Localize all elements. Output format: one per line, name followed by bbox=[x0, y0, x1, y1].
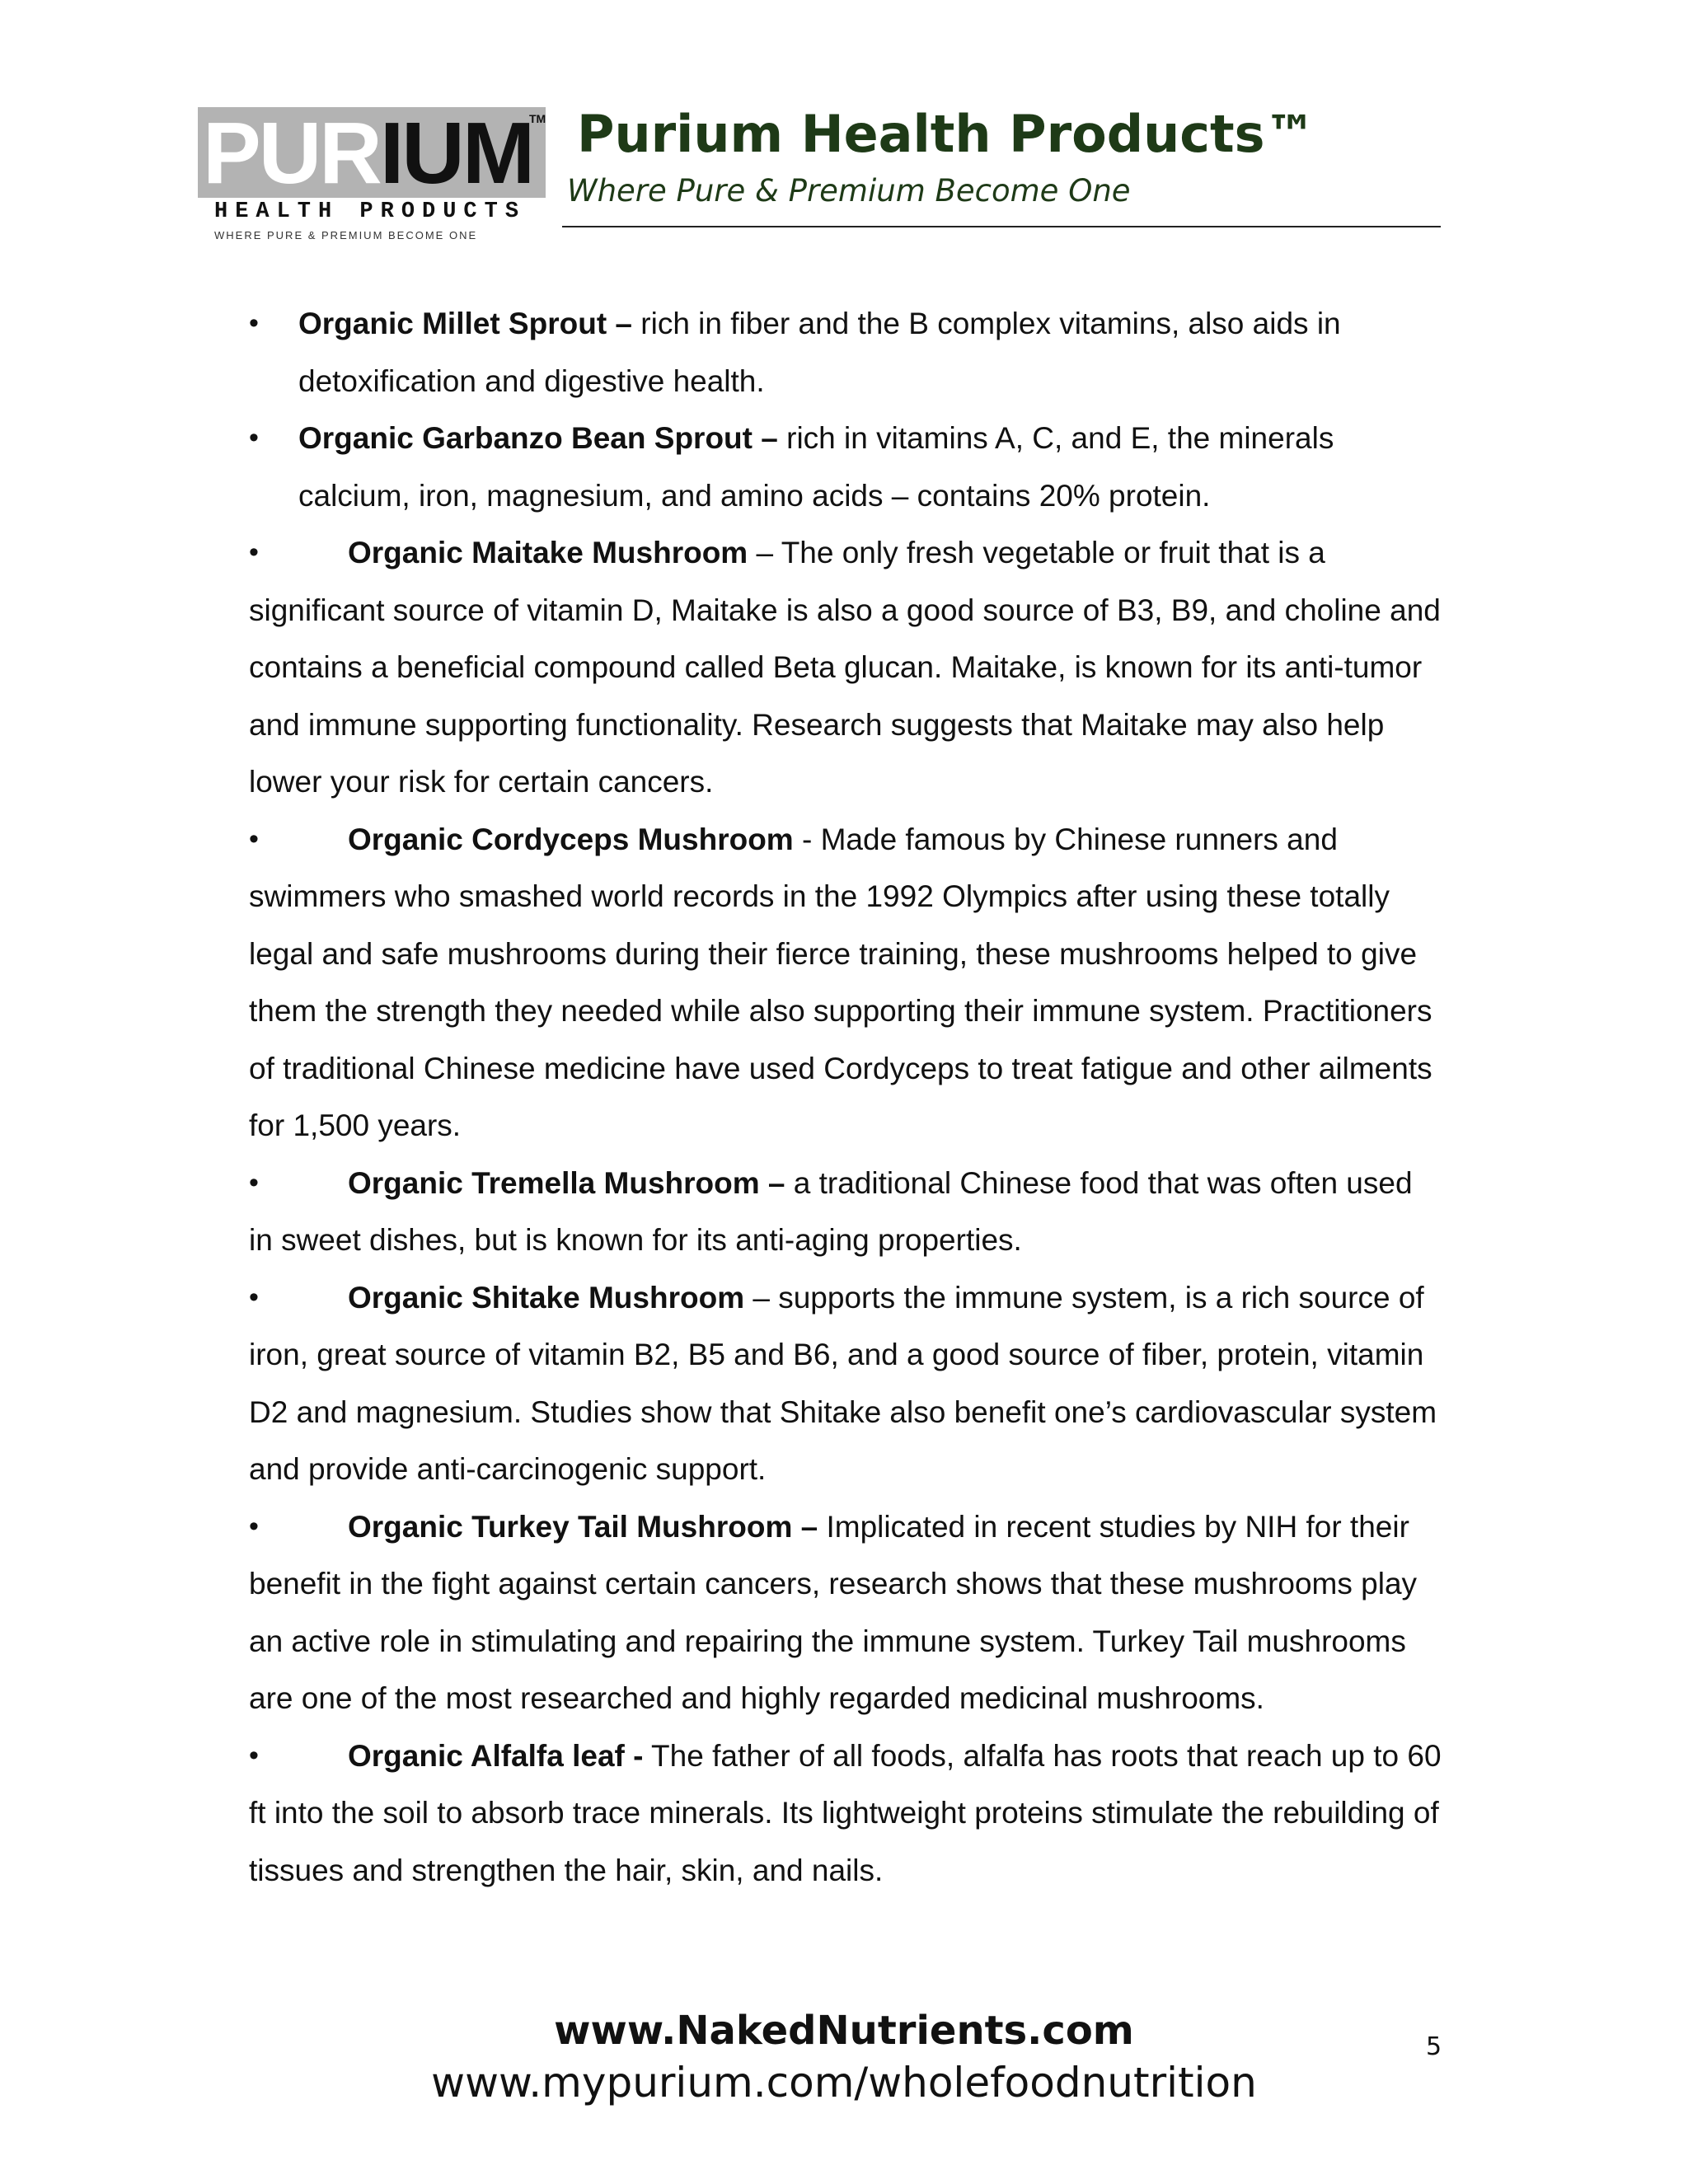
list-item-maitake bbox=[249, 524, 1444, 811]
list-item-cordyceps bbox=[249, 811, 1444, 1155]
bullet-icon: • bbox=[249, 1510, 259, 1542]
ingredient-list bbox=[249, 295, 1444, 1899]
list-item-millet bbox=[249, 295, 1444, 410]
item-description: rich in fiber and the B complex vitamins, also aids in detoxification and digestive health. bbox=[298, 307, 1341, 398]
brand-title: Purium Health Products™ bbox=[577, 104, 1316, 164]
bullet-icon: • bbox=[249, 537, 259, 568]
item-name: Organic Maitake Mushroom bbox=[348, 536, 748, 569]
bullet-icon: • bbox=[249, 307, 259, 339]
page-number: 5 bbox=[1426, 2032, 1442, 2061]
item-description: Implicated in recent studies by NIH for their benefit in the fight against certain cancers, research shows that these mushrooms play an active role in stimulating and repairing the immune system. Turkey Tail mushrooms are one of the most researched and highly regarded medicinal mushrooms. bbox=[249, 1509, 1418, 1715]
list-item-shitake bbox=[249, 1269, 1444, 1498]
item-name: Organic Alfalfa leaf - bbox=[348, 1738, 644, 1773]
purium-logo bbox=[198, 107, 546, 243]
item-name: Organic Shitake Mushroom bbox=[348, 1280, 745, 1315]
logo-subtitle: HEALTH PRODUCTS bbox=[214, 199, 527, 224]
footer-website-nakednutrients: www.NakedNutrients.com bbox=[554, 2008, 1134, 2054]
bullet-icon: • bbox=[249, 823, 259, 855]
list-item-alfalfa bbox=[249, 1727, 1444, 1900]
footer-website-mypurium: www.mypurium.com/wholefoodnutrition bbox=[431, 2059, 1257, 2107]
item-description: a traditional Chinese food that was often used in sweet dishes, but is known for its anti-aging properties. bbox=[249, 1165, 1413, 1257]
list-item-turkey-tail bbox=[249, 1498, 1444, 1727]
bullet-icon: • bbox=[249, 1739, 259, 1771]
list-item-garbanzo bbox=[249, 410, 1444, 524]
item-name: Organic Tremella Mushroom – bbox=[348, 1165, 785, 1200]
item-name: Organic Turkey Tail Mushroom – bbox=[348, 1509, 818, 1544]
item-description: rich in vitamins A, C, and E, the minerals calcium, iron, magnesium, and amino acids – contains 20% protein. bbox=[298, 421, 1334, 513]
header-divider bbox=[562, 226, 1441, 227]
logo-tagline: WHERE PURE & PREMIUM BECOME ONE bbox=[214, 229, 478, 241]
item-description: – The only fresh vegetable or fruit that is a significant source of vitamin D, Maitake is also a good source of B3, B9, and choline and contains a beneficial compound called Beta glucan. Maitake, is known for its anti-tumor and immune supporting functionality. Research suggests that Maitake may also help lower your risk for certain cancers. bbox=[249, 536, 1441, 799]
item-name: Organic Cordyceps Mushroom bbox=[348, 822, 794, 856]
brand-tagline: Where Pure & Premium Become One bbox=[567, 173, 1131, 209]
logo-trademark: TM bbox=[529, 112, 546, 125]
item-description: The father of all foods, alfalfa has roots that reach up to 60 ft into the soil to absorb trace minerals. Its lightweight proteins stimulate the rebuilding of tissues and strengthen the hair, skin, and nails. bbox=[249, 1738, 1442, 1887]
bullet-icon: • bbox=[249, 422, 259, 453]
logo-wordmark: PURIUM bbox=[203, 105, 533, 202]
item-description: - Made famous by Chinese runners and swimmers who smashed world records in the 1992 Olympics after using these totally legal and safe mushrooms during their fierce training, these mushrooms helped to give them the strength they needed while also supporting their immune system. Practitioners of traditional Chinese medicine have used Cordyceps to treat fatigue and other ailments for 1,500 years. bbox=[249, 822, 1432, 1142]
list-item-tremella bbox=[249, 1155, 1444, 1269]
bullet-icon: • bbox=[249, 1166, 259, 1198]
item-name: Organic Garbanzo Bean Sprout – bbox=[298, 421, 778, 455]
item-name: Organic Millet Sprout – bbox=[298, 307, 632, 340]
bullet-icon: • bbox=[249, 1281, 259, 1313]
item-description: – supports the immune system, is a rich source of iron, great source of vitamin B2, B5 and B6, and a good source of fiber, protein, vitamin D2 and magnesium. Studies show that Shitake also benefit one’s cardiovascular system and provide anti-carcinogenic support. bbox=[249, 1280, 1437, 1486]
